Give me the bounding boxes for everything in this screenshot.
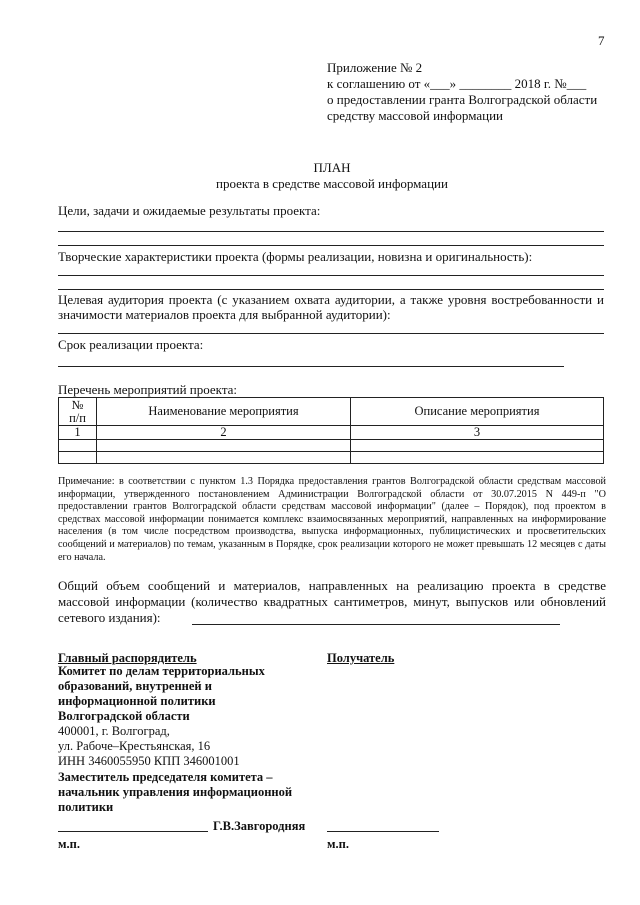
position-line: Заместитель председателя комитета –	[58, 770, 273, 784]
volume-text: массовой информации (количество квадратных сантиметров, минут, выпусков или обновлений	[58, 594, 606, 609]
left-signer-name: Г.В.Завгородняя	[213, 819, 306, 833]
org-line: информационной политики	[58, 694, 216, 708]
left-party-position	[58, 770, 328, 815]
table-cell	[351, 440, 604, 452]
table-cell: 3	[351, 426, 604, 440]
fill-line	[192, 624, 560, 625]
table-cell	[351, 452, 604, 464]
section-term-label: Срок реализации проекта:	[58, 337, 204, 352]
fill-line	[58, 289, 604, 290]
signature-line	[327, 831, 439, 832]
header-event-description: Описание мероприятия	[351, 398, 604, 426]
document-subtitle: проекта в средстве массовой информации	[216, 176, 448, 191]
position-line: начальник управления информационной	[58, 785, 293, 799]
table-cell	[97, 440, 351, 452]
table-cell: 2	[97, 426, 351, 440]
fill-line	[58, 275, 604, 276]
annex-block	[327, 60, 617, 124]
events-table	[58, 397, 604, 464]
section-events-label: Перечень мероприятий проекта:	[58, 382, 238, 397]
left-party-organization	[58, 664, 318, 724]
annex-line: к соглашению от «___» ________ 2018 г. №___	[327, 76, 587, 91]
left-party-heading: Главный распорядитель	[58, 651, 197, 665]
page-number: 7	[598, 33, 605, 48]
org-line: Волгоградской области	[58, 709, 190, 723]
header-event-name: Наименование мероприятия	[97, 398, 351, 426]
signature-line	[58, 831, 208, 832]
note-paragraph: Примечание: в соответствии с пунктом 1.3 Порядка предоставления грантов Волгоградской области средствам массовой информации, утвержденного постановлением Администрации Волгоградской области от 30.07.2015 N 449-п "О предоставлении грантов Волгоградской области средствам массовой информации" (далее – Порядок), под проектом в средствах массовой информации понимается комплекс взаимосвязанных мероприятий, направленных на информирование населения (в том числе посредством производства, выпуска информационных, публицистических и просветительских сообщений и материалов) по темам, указанным в Порядке, срок реализации которого не может превышать 12 месяцев с даты его начала.	[58, 476, 606, 563]
table-cell: 1	[59, 426, 97, 440]
position-line: политики	[58, 800, 114, 814]
left-party-address	[58, 724, 318, 769]
fill-line	[58, 231, 604, 232]
address-line: ул. Рабоче–Крестьянская, 16	[58, 739, 211, 753]
table-cell	[59, 452, 97, 464]
table-cell	[59, 440, 97, 452]
fill-line	[58, 366, 564, 367]
table-cell	[97, 452, 351, 464]
header-number: № п/п	[59, 398, 97, 426]
section-creative-label: Творческие характеристики проекта (формы реализации, новизна и оригинальность):	[58, 249, 533, 264]
org-line: Комитет по делам территориальных	[58, 664, 265, 678]
volume-text: сетевого издания):	[58, 610, 161, 625]
document-title: ПЛАН	[313, 160, 351, 175]
annex-line: средству массовой информации	[327, 108, 504, 123]
annex-line: Приложение № 2	[327, 60, 423, 75]
annex-line: о предоставлении гранта Волгоградской области	[327, 92, 598, 107]
section-audience-label-cont: значимости материалов проекта для выбранной аудитории):	[58, 307, 391, 322]
address-line: 400001, г. Волгоград,	[58, 724, 170, 738]
table-row	[59, 426, 604, 440]
address-line: ИНН 3460055950 КПП 346001001	[58, 754, 240, 768]
table-row	[59, 440, 604, 452]
section-audience-label: Целевая аудитория проекта (с указанием охвата аудитории, а также уровня востребованности и	[58, 292, 604, 307]
org-line: образований, внутренней и	[58, 679, 212, 693]
left-stamp-place: м.п.	[58, 837, 80, 851]
fill-line	[58, 245, 604, 246]
section-goals-label: Цели, задачи и ожидаемые результаты проекта:	[58, 203, 321, 218]
fill-line	[58, 333, 604, 334]
right-stamp-place: м.п.	[327, 837, 349, 851]
volume-text: Общий объем сообщений и материалов, направленных на реализацию проекта в средстве	[58, 578, 606, 593]
right-party-heading: Получатель	[327, 651, 395, 665]
table-row	[59, 452, 604, 464]
table-header-row	[59, 398, 604, 426]
